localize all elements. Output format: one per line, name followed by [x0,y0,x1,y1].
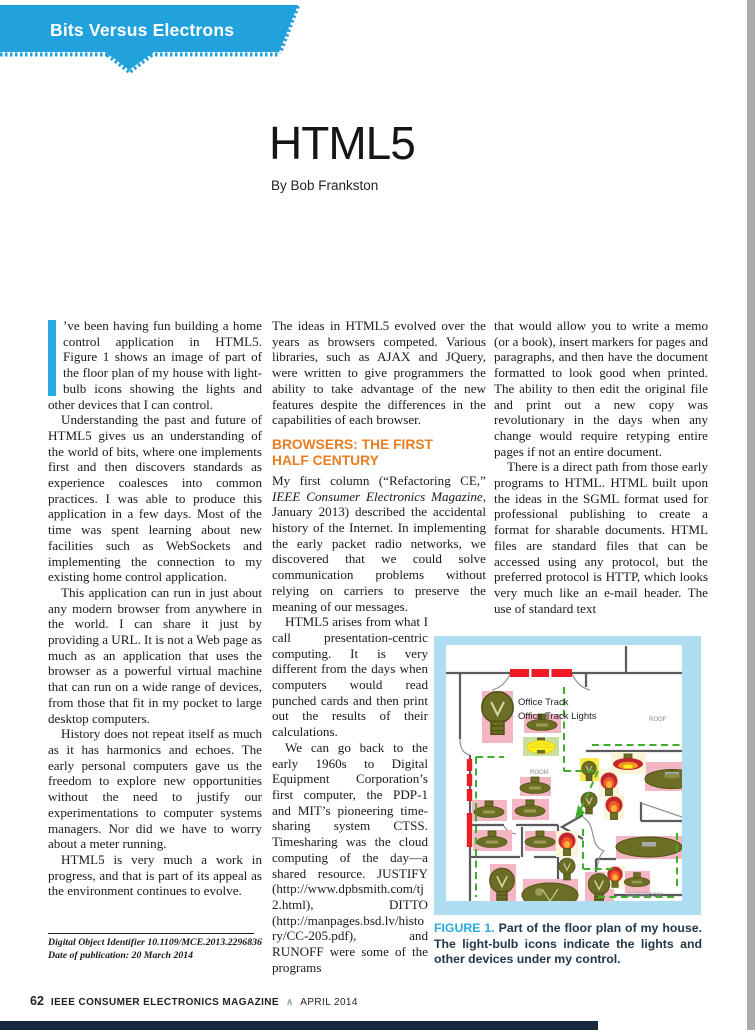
text-column-3 [494,318,708,616]
paragraph: There is a direct path from those early programs to HTML. HTML built upon the ideas in the SGML format used for professional publishing to create a format for sharable documents. HTML files are standard files that can be accessed using any protocol, but the preferred protocol is HTTP, which looks very much like an e-mail header. The use of standard text [494,459,708,616]
paragraph-text: January 2013) described the accidental history of the Internet. In implementing the early packet radio networks, we discovered that we could solve communication problems without relying on carriers to preserve the meaning of our messages. [272,504,486,614]
issue-date: APRIL 2014 [300,997,358,1008]
figure-caption-label: FIGURE 1. [434,921,495,935]
office-track-lights-label: Office Track Lights [518,711,597,722]
paragraph [48,318,262,412]
bottom-navy-bar [0,1021,598,1030]
section-heading [272,437,486,469]
article-byline: By Bob Frankston [271,178,379,193]
doi-line: Digital Object Identifier 10.1109/MCE.2013.2296836 [48,937,262,948]
page-footer [30,994,358,1008]
paragraph: HTML5 is very much a work in progress, and that is part of its appeal as the environment continues to evolve. [48,851,262,899]
footer-separator-icon: ∧ [285,997,294,1008]
page-edge-strip [747,0,755,1030]
paragraph-text: My first column (“Refactoring CE,” [272,472,486,488]
paragraph [272,473,486,614]
section-heading-line2: HALF CENTURY [272,452,379,468]
paragraph: that would allow you to write a memo (or a book), insert markers for pages and paragraphs, and then have the document formatted to look good when printed. The ability to then edit the original file and print out a new copy was revolutionary in the days when any change would require retyping entire pages if not an entire document. [494,318,708,459]
bathroom-label: BATHROOM [628,893,663,899]
figure-1 [434,636,701,915]
room-label: ROOM [530,770,549,776]
paragraph-text: ’ve been having fun building a home control application in HTML5. Figure 1 shows an image of part of the floor plan of my house with light-bulb icons showing the lights and other devices that I can control. [48,318,262,412]
page-number: 62 [30,994,44,1008]
publication-date-line: Date of publication: 20 March 2014 [48,949,194,961]
office-track-label: Office Track [518,697,569,708]
text-column-1 [48,318,262,899]
paragraph: History does not repeat itself as much as it has harmonics and echoes. The early personal computers gave us the freedom to explore new opportunities without the need to justify our experimentations to computer systems managers. Nor did we have to worry about a meter running. [48,726,262,852]
figure-caption [434,921,702,968]
magazine-name: IEEE CONSUMER ELECTRONICS MAGAZINE [50,997,279,1008]
article-footnote [48,933,262,962]
article-title: HTML5 [269,117,415,169]
paragraph: This application can run in just about any modern browser from anywhere in the world. I can share it just by providing a URL. It is not a Web page as much as an application that uses the browser as a powerful virtual machine that can run on a wide range of devices, from those that fit in my pocket to large desktop computers. [48,584,262,726]
paragraph: The ideas in HTML5 evolved over the years as browsers competed. Various libraries, such as AJAX and JQuery, were written to give programmers the ability to take advantage of the new features despite the differences in the capabilities of each browser. [272,318,486,428]
banner-label: Bits Versus Electrons [50,20,235,40]
magazine-name-italic: IEEE Consumer Electronics Magazine, [272,488,486,504]
floorplan-figure [446,645,682,901]
section-banner [0,4,322,78]
section-heading-line1: BROWSERS: THE FIRST [272,436,433,452]
paragraph: HTML5 arises from what I call presentation-centric computing. It is very different from the days when computers would read punched cards and then print out the results of their calculations. [272,614,428,740]
figure-caption-text: Part of the floor plan of my house. The light-bulb icons indicate the lights and other devices under my control. [434,921,702,967]
paragraph: Understanding the past and future of HTML5 gives us an understanding of the world of bits, where one implements first and then discovers standards as experience coalesces into common practices. I was able to produce this application in a few days. Most of the time was spent learning about new facilities such as WebSockets and implementing the connection to my existing home control application. [48,412,262,585]
roof-label: ROOF [649,717,667,723]
ceiling-fan-icon [616,837,682,857]
dropcap-i [48,320,56,396]
lightbulb-icon [559,858,575,880]
paragraph: We can go back to the early 1960s to Digital Equipment Corporation’s first computer, the PDP-1 and MIT’s pioneering time-sharing system CTSS. Timesharing was the cloud computing of the day—a shared resource. JUSTIFY (http://www.dpbsmith.com/tj2.html), DITTO (http://manpages.bsd.lv/history/CC-205.pdf), and RUNOFF were some of the programs [272,739,428,975]
